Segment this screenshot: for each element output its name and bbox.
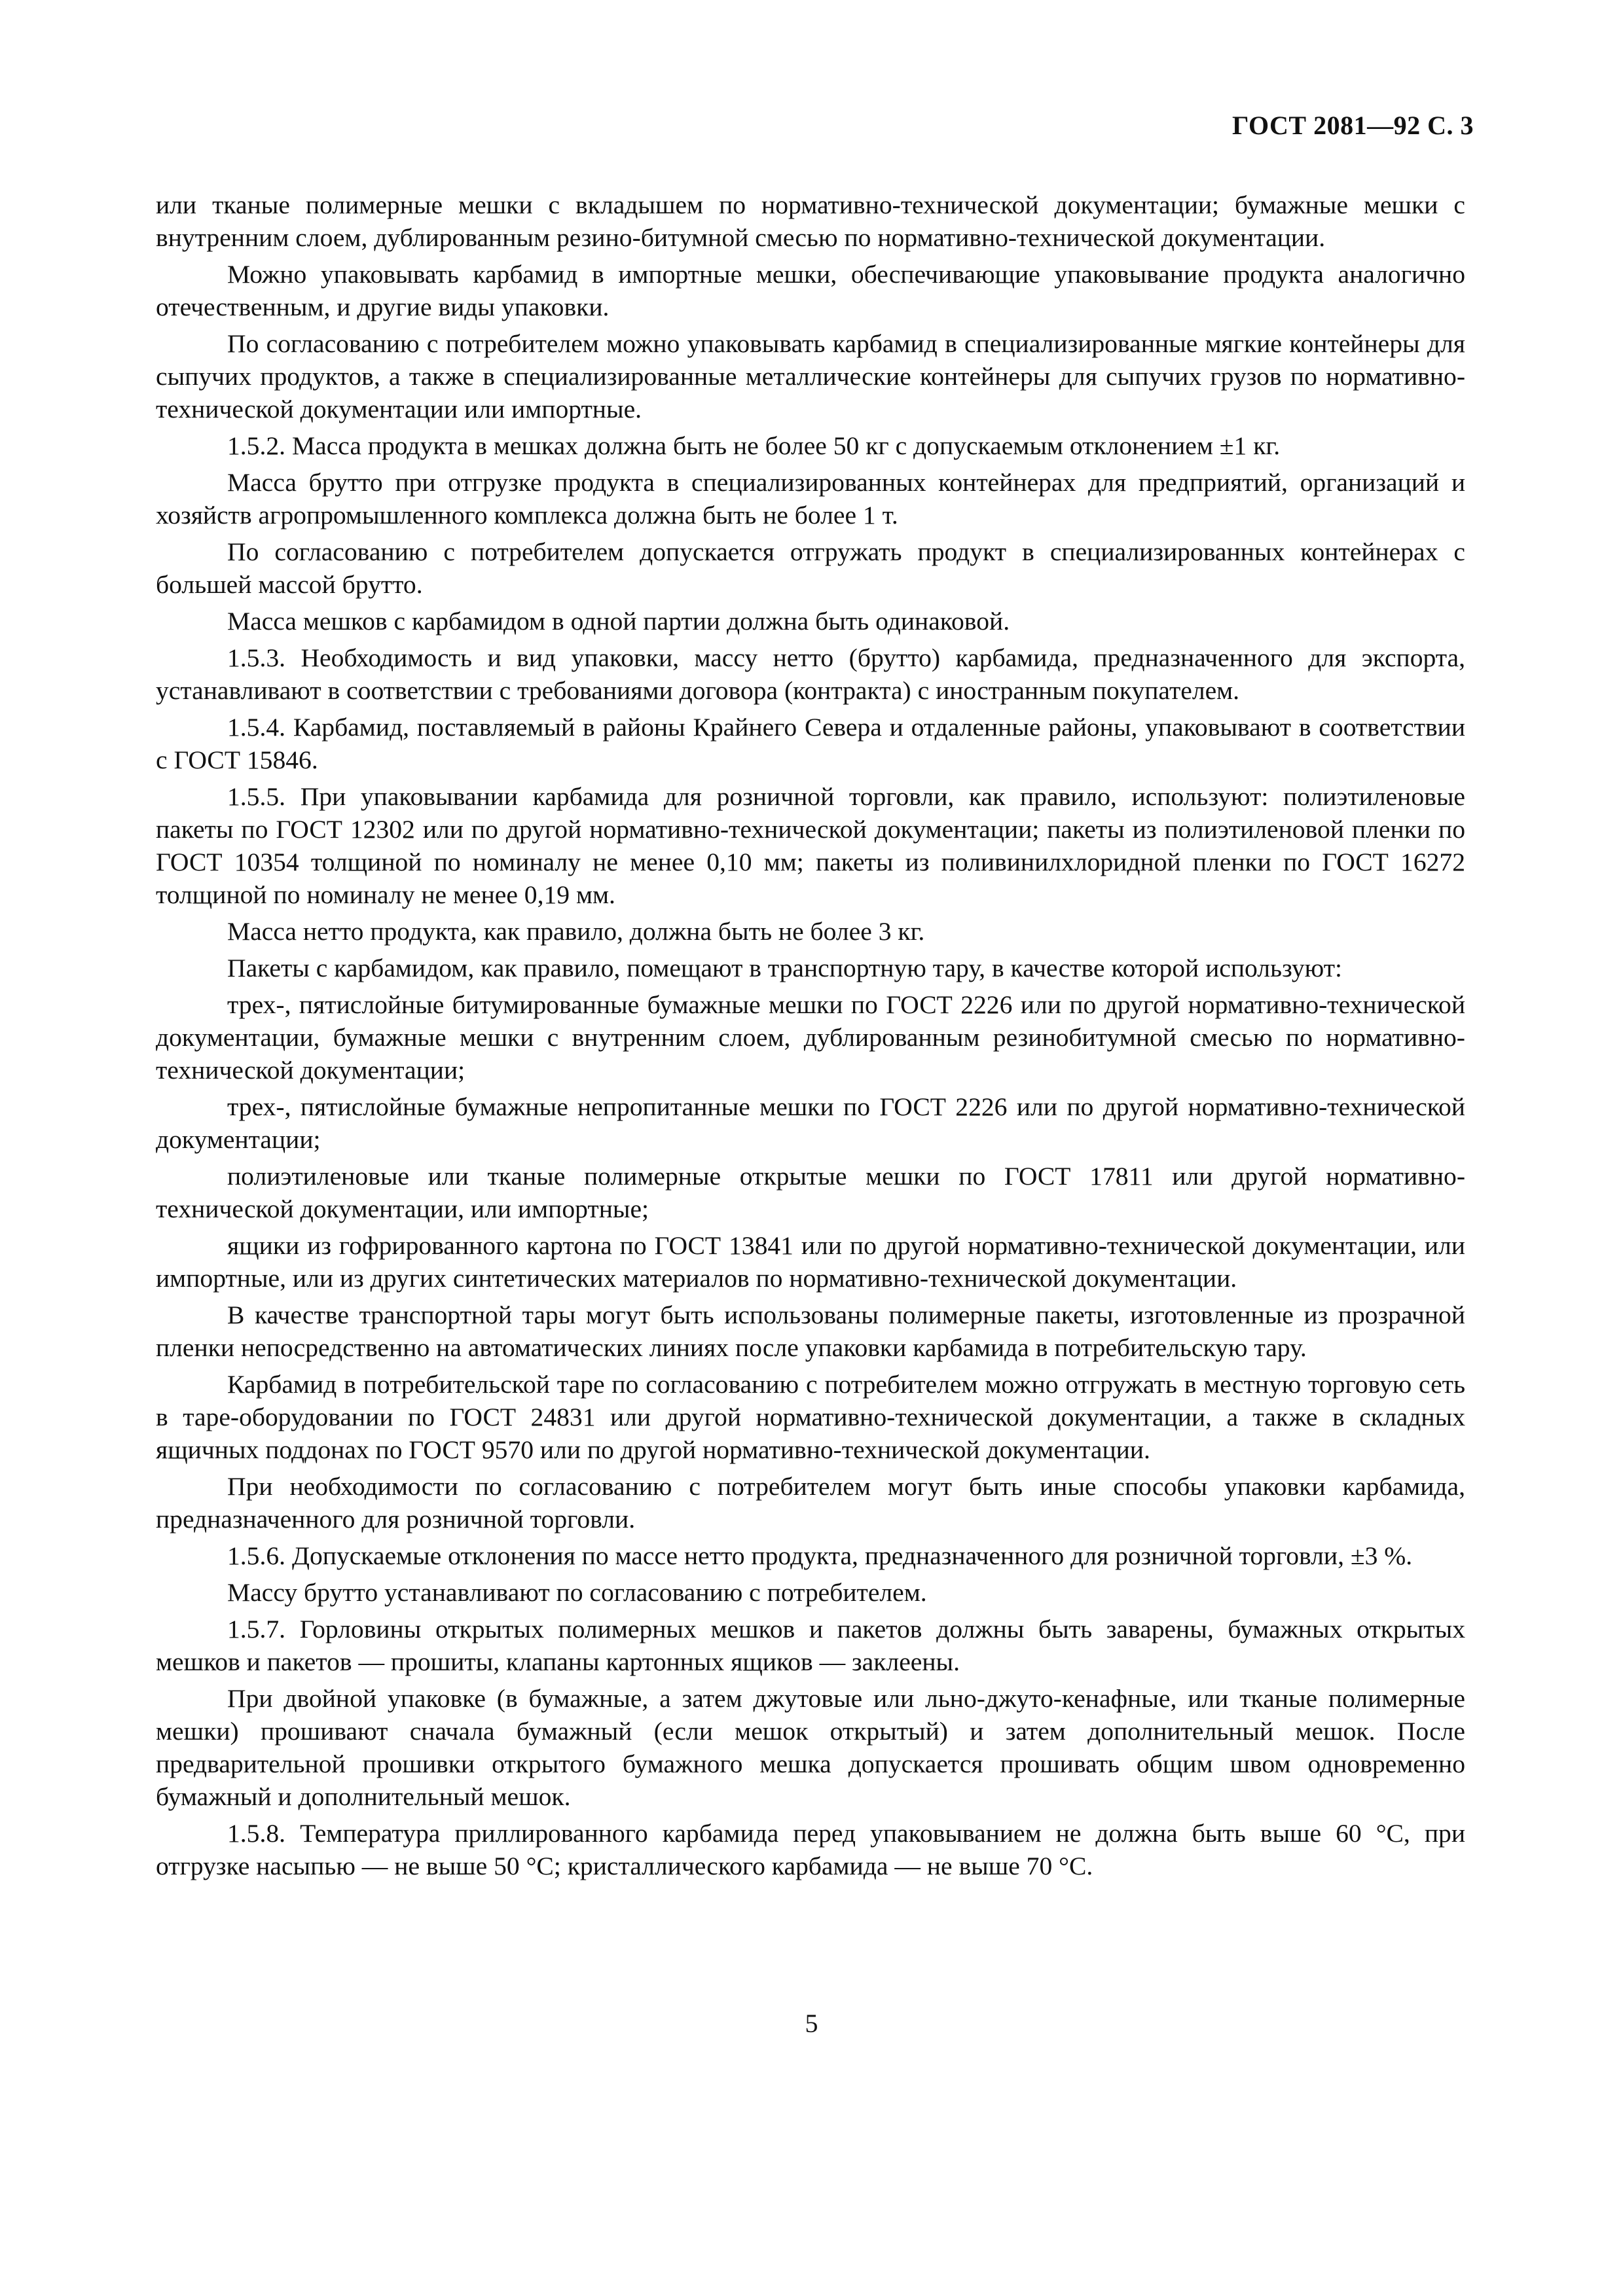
paragraph: Пакеты с карбамидом, как правило, помещают в транспортную тару, в качестве которой используют: (227, 954, 1342, 982)
page-number: 5 (805, 2009, 818, 2038)
paragraph: 1.5.5. При упаковывании карбамида для розничной торговли, как правило, используют: полиэтиленовые пакеты по ГОСТ 12302 или по другой нормативно-технической документации; пакеты из полиэтиленовой пленки по ГОСТ 10354 толщиной по номиналу не менее 0,10 мм; пакеты из поливинилхлоридной пленки по ГОСТ 16272 толщиной по номиналу не менее 0,19 мм. (156, 782, 1465, 909)
paragraph: В качестве транспортной тары могут быть использованы полимерные пакеты, изготовленные из прозрачной пленки непосредственно на автоматических линиях после упаковки карбамида в потребительскую тару. (156, 1300, 1465, 1362)
paragraph: Карбамид в потребительской таре по согласованию с потребителем можно отгружать в местную торговую сеть в таре-оборудовании по ГОСТ 24831 или другой нормативно-технической документации, а также в складных ящичных поддонах по ГОСТ 9570 или по другой нормативно-технической документации. (156, 1370, 1465, 1464)
paragraph: ящики из гофрированного картона по ГОСТ 13841 или по другой нормативно-технической документации, или импортные, или из других синтетических материалов по нормативно-технической документации. (156, 1231, 1465, 1293)
paragraph: Масса мешков с карбамидом в одной партии должна быть одинаковой. (227, 607, 1010, 636)
document-body (156, 188, 1465, 1882)
paragraph: Массу брутто устанавливают по согласованию с потребителем. (227, 1578, 927, 1607)
page-header: ГОСТ 2081—92 С. 3 (1231, 111, 1474, 140)
paragraph: трех-, пятислойные битумированные бумажные мешки по ГОСТ 2226 или по другой нормативно-технической документации, бумажные мешки с внутренним слоем, дублированным резинобитумной смесью по нормативно-технической документации; (156, 990, 1465, 1085)
paragraph: Масса брутто при отгрузке продукта в специализированных контейнерах для предприятий, организаций и хозяйств агропромышленного комплекса должна быть не более 1 т. (156, 468, 1465, 529)
paragraph: 1.5.8. Температура приллированного карбамида перед упаковыванием не должна быть выше 60 °С, при отгрузке насыпью — не выше 50 °С; кристаллического карбамида — не выше 70 °С. (156, 1819, 1465, 1880)
paragraph: трех-, пятислойные бумажные непропитанные мешки по ГОСТ 2226 или по другой нормативно-технической документации; (156, 1092, 1465, 1154)
paragraph: 1.5.3. Необходимость и вид упаковки, массу нетто (брутто) карбамида, предназначенного для экспорта, устанавливают в соответствии с требованиями договора (контракта) с иностранным покупателем. (156, 643, 1465, 705)
paragraph: По согласованию с потребителем можно упаковывать карбамид в специализированные мягкие контейнеры для сыпучих продуктов, а также в специализированные металлические контейнеры для сыпучих грузов по нормативно-технической документации или импортные. (156, 329, 1465, 423)
paragraph: 1.5.4. Карбамид, поставляемый в районы Крайнего Севера и отдаленные районы, упаковывают в соответствии с ГОСТ 15846. (156, 713, 1465, 774)
paragraph: При необходимости по согласованию с потребителем могут быть иные способы упаковки карбамида, предназначенного для розничной торговли. (156, 1472, 1465, 1534)
paragraph: или тканые полимерные мешки с вкладышем по нормативно-технической документации; бумажные мешки с внутренним слоем, дублированным резино-битумной смесью по нормативно-технической документации. (156, 190, 1465, 252)
paragraph: Можно упаковывать карбамид в импортные мешки, обеспечивающие упаковывание продукта аналогично отечественным, и другие виды упаковки. (156, 260, 1465, 321)
paragraph: Масса нетто продукта, как правило, должна быть не более 3 кг. (227, 917, 925, 946)
paragraph: 1.5.6. Допускаемые отклонения по массе нетто продукта, предназначенного для розничной торговли, ±3 %. (227, 1541, 1413, 1570)
paragraph: полиэтиленовые или тканые полимерные открытые мешки по ГОСТ 17811 или другой нормативно-технической документации, или импортные; (156, 1162, 1465, 1223)
paragraph: 1.5.2. Масса продукта в мешках должна быть не более 50 кг с допускаемым отклонением ±1 кг. (227, 431, 1281, 460)
paragraph: При двойной упаковке (в бумажные, а затем джутовые или льно-джуто-кенафные, или тканые полимерные мешки) прошивают сначала бумажный (если мешок открытый) и затем дополнительный мешок. После предварительной прошивки открытого бумажного мешка допускается прошивать общим швом одновременно бумажный и дополнительный мешок. (156, 1684, 1465, 1811)
paragraph: 1.5.7. Горловины открытых полимерных мешков и пакетов должны быть заварены, бумажных открытых мешков и пакетов — прошиты, клапаны картонных ящиков — заклеены. (156, 1615, 1465, 1676)
paragraph: По согласованию с потребителем допускается отгружать продукт в специализированных контейнерах с большей массой брутто. (156, 537, 1465, 599)
